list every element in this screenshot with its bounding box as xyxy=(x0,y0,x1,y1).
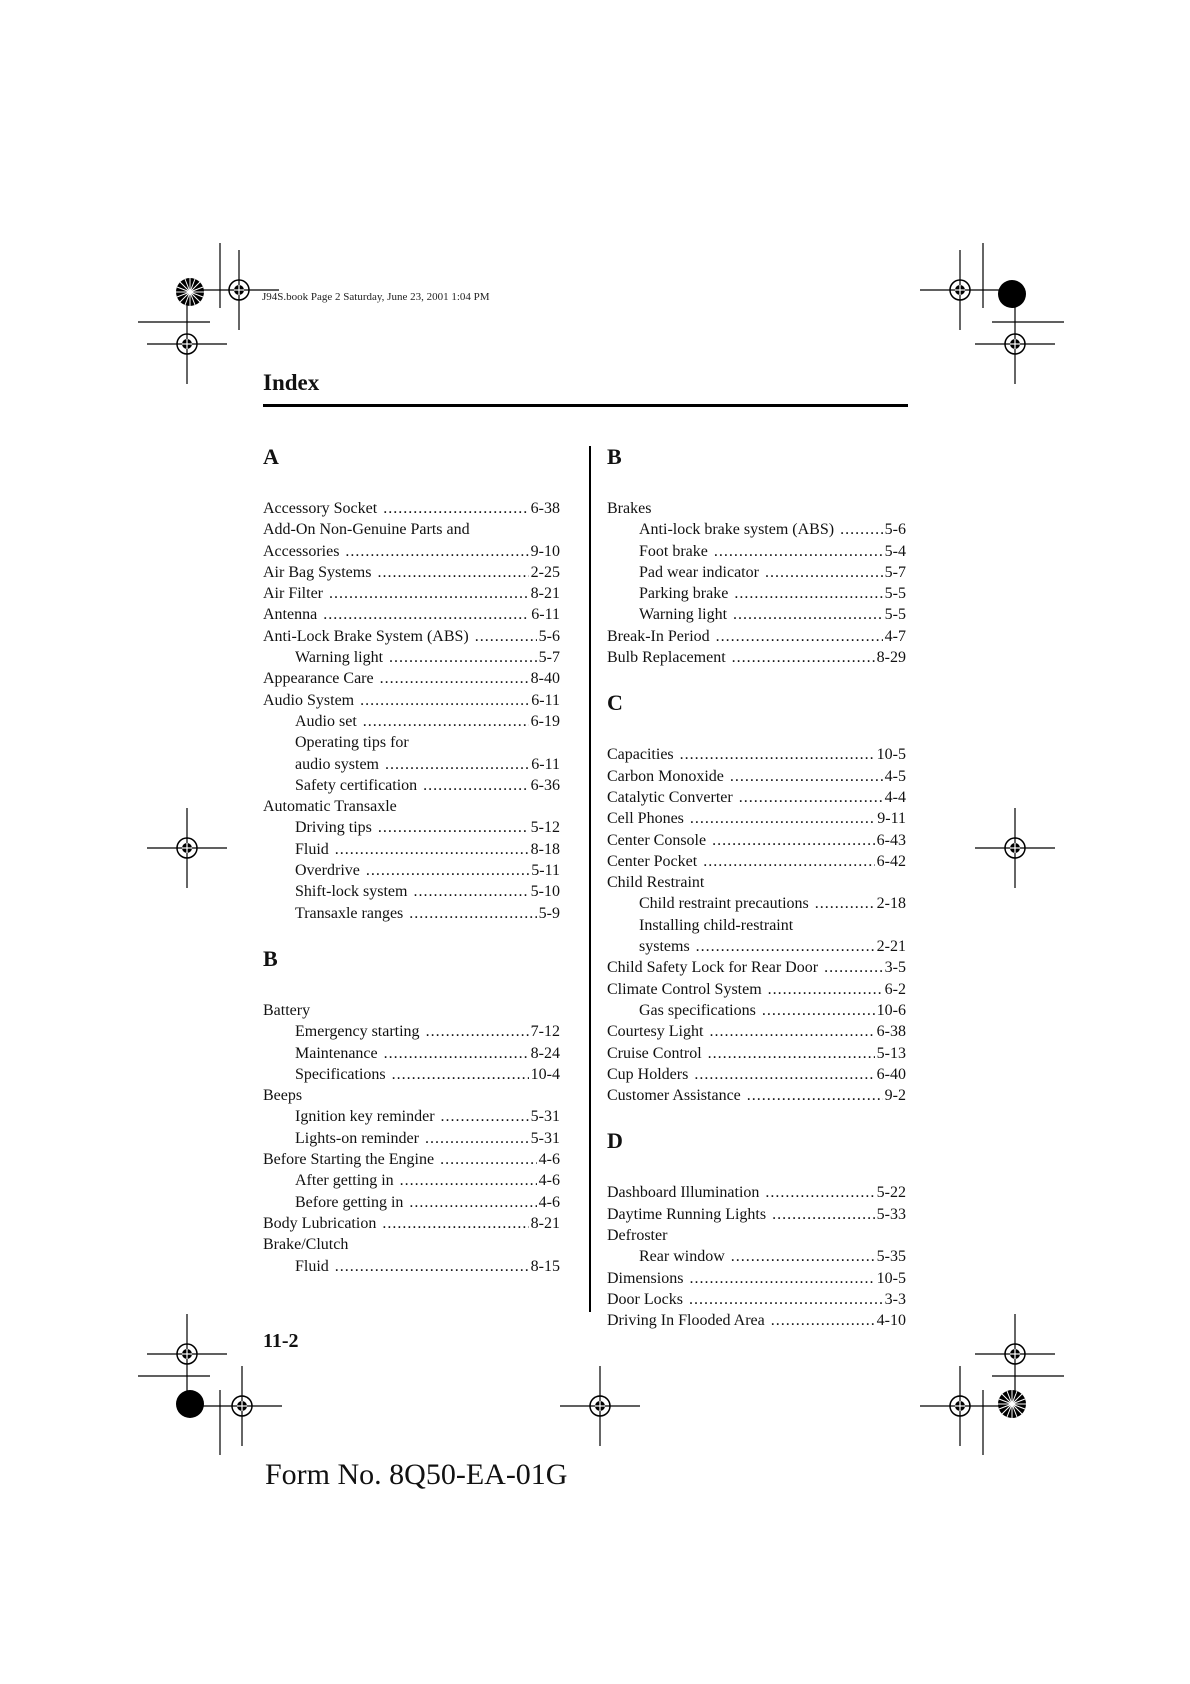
index-entry xyxy=(607,647,906,668)
dot-leader xyxy=(731,1246,875,1267)
index-entry xyxy=(263,796,560,817)
dot-leader xyxy=(690,808,875,829)
entry-label: audio system xyxy=(295,755,379,773)
index-entry xyxy=(607,830,906,851)
index-entry xyxy=(607,626,906,647)
entry-label: Center Console xyxy=(607,831,707,849)
entry-page: 6-36 xyxy=(530,776,560,794)
index-entry xyxy=(263,1213,560,1234)
entry-page: 4-5 xyxy=(884,767,906,785)
entry-label: Maintenance xyxy=(295,1044,378,1062)
dot-leader xyxy=(329,583,529,604)
index-entry xyxy=(263,1234,560,1255)
index-column-right xyxy=(607,440,906,1332)
index-subentry xyxy=(607,583,906,604)
dot-leader xyxy=(335,839,529,860)
dot-leader xyxy=(708,1043,875,1064)
dot-leader xyxy=(689,1289,883,1310)
index-entry xyxy=(263,1085,560,1106)
index-entry xyxy=(263,1149,560,1170)
entry-label: Climate Control System xyxy=(607,980,762,998)
form-number: Form No. 8Q50-EA-01G xyxy=(265,1458,568,1491)
dot-leader xyxy=(392,1064,529,1085)
index-subentry xyxy=(607,1000,906,1021)
index-entry xyxy=(607,1021,906,1042)
entry-page: 5-33 xyxy=(876,1205,906,1223)
index-subentry xyxy=(263,1128,560,1149)
entry-label: Foot brake xyxy=(639,542,708,560)
index-entry xyxy=(607,787,906,808)
index-entry xyxy=(607,498,906,519)
index-entry xyxy=(263,626,560,647)
index-subentry xyxy=(607,541,906,562)
index-subentry xyxy=(263,817,560,838)
sunburst-mark-icon xyxy=(998,1390,1026,1418)
entry-page: 2-21 xyxy=(876,938,906,956)
section-letter: B xyxy=(607,444,622,469)
entry-label: Cell Phones xyxy=(607,810,684,828)
entry-page: 10-6 xyxy=(876,1001,906,1019)
dot-leader xyxy=(703,851,874,872)
index-entry xyxy=(263,1000,560,1021)
dot-leader xyxy=(441,1106,529,1127)
entry-label: Cup Holders xyxy=(607,1065,689,1083)
index-subentry xyxy=(263,1106,560,1127)
entry-label: Transaxle ranges xyxy=(295,904,404,922)
entry-page: 5-6 xyxy=(538,627,560,645)
entry-label: Fluid xyxy=(295,1257,329,1275)
entry-page: 10-5 xyxy=(876,1269,906,1287)
index-entry xyxy=(263,562,560,583)
index-entry xyxy=(607,872,906,893)
index-subentry xyxy=(263,754,560,775)
entry-page: 4-6 xyxy=(538,1151,560,1169)
dot-leader xyxy=(413,881,528,902)
entry-label: Antenna xyxy=(263,606,318,624)
dot-leader xyxy=(732,647,875,668)
dot-leader xyxy=(739,787,883,808)
entry-page: 8-21 xyxy=(530,1214,560,1232)
entry-label: Shift-lock system xyxy=(295,883,408,901)
entry-label: Center Pocket xyxy=(607,852,698,870)
entry-label: Door Locks xyxy=(607,1290,683,1308)
entry-page: 5-5 xyxy=(884,606,906,624)
entry-page: 6-42 xyxy=(876,852,906,870)
index-entry xyxy=(607,1289,906,1310)
registration-mark-icon xyxy=(920,250,1000,330)
dot-leader xyxy=(475,626,537,647)
index-entry xyxy=(607,851,906,872)
entry-label: Child Safety Lock for Rear Door xyxy=(607,959,819,977)
entry-label: Cruise Control xyxy=(607,1044,702,1062)
entry-label: Break-In Period xyxy=(607,627,710,645)
section-letter: C xyxy=(607,690,623,716)
index-entry xyxy=(607,1064,906,1085)
entry-page: 2-18 xyxy=(876,895,906,913)
solid-dot-icon xyxy=(998,280,1026,308)
dot-leader xyxy=(709,1021,874,1042)
entry-label: Appearance Care xyxy=(263,670,374,688)
title-rule xyxy=(263,404,908,407)
dot-leader xyxy=(380,668,529,689)
entry-page: 6-38 xyxy=(530,500,560,517)
entry-page: 6-43 xyxy=(876,831,906,849)
registration-mark-icon xyxy=(560,1366,640,1446)
dot-leader xyxy=(765,1182,874,1203)
dot-leader xyxy=(762,1000,875,1021)
entry-label: Air Bag Systems xyxy=(263,563,372,581)
section-letter: B xyxy=(263,945,278,971)
index-entry xyxy=(263,583,560,604)
registration-mark-icon xyxy=(975,808,1055,888)
entry-label: Ignition key reminder xyxy=(295,1108,435,1126)
dot-leader xyxy=(712,830,875,851)
entry-label: Air Filter xyxy=(263,585,323,603)
entry-label: Anti-Lock Brake System (ABS) xyxy=(263,627,469,645)
index-entry xyxy=(607,1268,906,1289)
index-subentry xyxy=(607,562,906,583)
entry-page: 9-10 xyxy=(530,542,560,560)
entry-page: 8-18 xyxy=(530,840,560,858)
entry-label: Daytime Running Lights xyxy=(607,1205,767,1223)
entry-page: 4-4 xyxy=(884,788,906,806)
dot-leader xyxy=(378,817,529,838)
registration-mark-icon xyxy=(920,1366,1000,1446)
index-section xyxy=(607,440,906,668)
index-subentry xyxy=(607,915,906,936)
index-subentry xyxy=(263,775,560,796)
entry-page: 5-7 xyxy=(538,649,560,667)
index-entry xyxy=(263,604,560,625)
dot-leader xyxy=(366,860,529,881)
entry-label: Installing child-restraint xyxy=(639,916,794,934)
entry-label: Catalytic Converter xyxy=(607,788,733,806)
registration-mark-icon xyxy=(975,304,1055,384)
index-subentry xyxy=(607,604,906,625)
entry-label: Emergency starting xyxy=(295,1023,420,1041)
entry-page: 5-7 xyxy=(884,563,906,581)
entry-label: systems xyxy=(639,938,690,956)
entry-page: 2-25 xyxy=(530,563,560,581)
dot-leader xyxy=(426,1021,529,1042)
dot-leader xyxy=(383,498,528,519)
entry-page: 5-11 xyxy=(531,862,560,880)
entry-label: Audio set xyxy=(295,712,357,730)
index-entry xyxy=(607,1043,906,1064)
entry-label: Audio System xyxy=(263,691,355,709)
page-number: 11-2 xyxy=(263,1330,299,1352)
entry-label: Parking brake xyxy=(639,585,729,603)
index-subentry xyxy=(607,936,906,957)
page-title: Index xyxy=(263,370,320,395)
dot-leader xyxy=(423,775,529,796)
entry-page: 4-6 xyxy=(538,1172,560,1190)
entry-label: Overdrive xyxy=(295,862,360,880)
entry-label: Bulb Replacement xyxy=(607,649,726,667)
entry-page: 8-29 xyxy=(876,649,906,667)
entry-label: Operating tips for xyxy=(295,734,409,752)
entry-label: Child Restraint xyxy=(607,874,705,892)
index-subentry xyxy=(263,1192,560,1213)
entry-page: 3-5 xyxy=(884,959,906,977)
dot-leader xyxy=(714,541,883,562)
index-entry xyxy=(263,668,560,689)
dot-leader xyxy=(377,562,528,583)
index-subentry xyxy=(263,732,560,753)
section-letter: A xyxy=(263,444,279,469)
index-entry xyxy=(607,1085,906,1106)
entry-label: Accessories xyxy=(263,542,340,560)
entry-label: Brake/Clutch xyxy=(263,1236,349,1254)
dot-leader xyxy=(815,893,875,914)
dot-leader xyxy=(771,1310,875,1331)
entry-label: Automatic Transaxle xyxy=(263,798,397,816)
entry-label: Add-On Non-Genuine Parts and xyxy=(263,521,470,539)
dot-leader xyxy=(734,583,882,604)
entry-label: Carbon Monoxide xyxy=(607,767,724,785)
dot-leader xyxy=(425,1128,529,1149)
entry-page: 4-7 xyxy=(884,627,906,645)
dot-leader xyxy=(765,562,883,583)
dot-leader xyxy=(440,1149,537,1170)
dot-leader xyxy=(323,604,529,625)
index-subentry xyxy=(263,881,560,902)
entry-page: 5-6 xyxy=(884,521,906,539)
entry-page: 8-21 xyxy=(530,585,560,603)
index-subentry xyxy=(263,1170,560,1191)
entry-label: Fluid xyxy=(295,840,329,858)
index-subentry xyxy=(263,647,560,668)
dot-leader xyxy=(768,979,883,1000)
entry-page: 5-9 xyxy=(538,904,560,922)
entry-page: 3-3 xyxy=(884,1290,906,1308)
entry-label: Driving tips xyxy=(295,819,372,837)
index-entry xyxy=(263,519,560,540)
section-letter: D xyxy=(607,1128,623,1154)
entry-page: 5-31 xyxy=(530,1108,560,1126)
index-entry xyxy=(607,1225,906,1246)
index-entry xyxy=(607,1182,906,1203)
entry-page: 5-12 xyxy=(530,819,560,837)
index-entry xyxy=(607,957,906,978)
index-section xyxy=(263,942,560,1277)
index-entry xyxy=(263,690,560,711)
registration-mark-icon xyxy=(147,808,227,888)
index-entry xyxy=(607,744,906,765)
index-section xyxy=(607,1124,906,1331)
dot-leader xyxy=(730,766,883,787)
dot-leader xyxy=(409,903,536,924)
dot-leader xyxy=(824,957,883,978)
entry-page: 6-2 xyxy=(884,980,906,998)
entry-page: 9-2 xyxy=(884,1087,906,1105)
entry-page: 8-24 xyxy=(530,1044,560,1062)
index-subentry xyxy=(263,903,560,924)
dot-leader xyxy=(363,711,529,732)
index-subentry xyxy=(607,1246,906,1267)
index-subentry xyxy=(263,839,560,860)
index-subentry xyxy=(263,860,560,881)
index-entry xyxy=(263,498,560,519)
entry-label: Warning light xyxy=(639,606,728,624)
index-entry xyxy=(607,1310,906,1331)
entry-page: 5-10 xyxy=(530,883,560,901)
entry-page: 10-5 xyxy=(876,746,906,764)
entry-label: Customer Assistance xyxy=(607,1087,741,1105)
dot-leader xyxy=(680,744,875,765)
dot-leader xyxy=(335,1256,529,1277)
index-section xyxy=(607,686,906,1106)
index-subentry xyxy=(263,1021,560,1042)
entry-page: 5-22 xyxy=(876,1184,906,1202)
entry-label: After getting in xyxy=(295,1172,394,1190)
entry-label: Gas specifications xyxy=(639,1001,756,1019)
index-subentry xyxy=(607,893,906,914)
entry-page: 5-35 xyxy=(876,1248,906,1266)
column-divider xyxy=(589,446,591,1312)
index-entry xyxy=(607,979,906,1000)
entry-page: 8-40 xyxy=(530,670,560,688)
entry-label: Capacities xyxy=(607,746,674,764)
index-entry xyxy=(607,808,906,829)
dot-leader xyxy=(400,1170,537,1191)
entry-page: 4-6 xyxy=(538,1193,560,1211)
entry-page: 6-38 xyxy=(876,1023,906,1041)
index-subentry xyxy=(263,1064,560,1085)
index-subentry xyxy=(607,519,906,540)
dot-leader xyxy=(772,1204,875,1225)
dot-leader xyxy=(689,1268,874,1289)
dot-leader xyxy=(733,604,883,625)
registration-mark-icon xyxy=(147,1314,227,1394)
entry-label: Accessory Socket xyxy=(263,500,378,517)
entry-page: 5-5 xyxy=(884,585,906,603)
dot-leader xyxy=(716,626,883,647)
index-entry xyxy=(263,541,560,562)
entry-label: Pad wear indicator xyxy=(639,563,759,581)
entry-page: 6-40 xyxy=(876,1065,906,1083)
dot-leader xyxy=(696,936,875,957)
entry-page: 6-11 xyxy=(531,606,560,624)
entry-page: 6-19 xyxy=(530,712,560,730)
index-subentry xyxy=(263,711,560,732)
index-entry xyxy=(607,766,906,787)
entry-page: 7-12 xyxy=(530,1023,560,1041)
entry-label: Child restraint precautions xyxy=(639,895,809,913)
entry-page: 10-4 xyxy=(530,1065,560,1083)
entry-page: 5-4 xyxy=(884,542,906,560)
dot-leader xyxy=(747,1085,883,1106)
registration-mark-icon xyxy=(975,1314,1055,1394)
entry-label: Before getting in xyxy=(295,1193,404,1211)
entry-page: 6-11 xyxy=(531,755,560,773)
dot-leader xyxy=(409,1192,536,1213)
entry-label: Before Starting the Engine xyxy=(263,1151,435,1169)
entry-page: 4-10 xyxy=(876,1312,906,1330)
entry-page: 9-11 xyxy=(877,810,906,828)
entry-page: 6-11 xyxy=(531,691,560,709)
entry-page: 5-13 xyxy=(876,1044,906,1062)
entry-label: Beeps xyxy=(263,1087,303,1105)
dot-leader xyxy=(389,647,537,668)
index-entry xyxy=(607,1204,906,1225)
entry-label: Warning light xyxy=(295,649,384,667)
entry-page: 8-15 xyxy=(530,1257,560,1275)
index-column-left xyxy=(263,440,560,1277)
entry-page: 5-31 xyxy=(530,1129,560,1147)
dot-leader xyxy=(840,519,883,540)
entry-label: Defroster xyxy=(607,1227,668,1245)
entry-label: Lights-on reminder xyxy=(295,1129,419,1147)
entry-label: Battery xyxy=(263,1001,311,1019)
entry-label: Brakes xyxy=(607,500,652,517)
index-section xyxy=(263,440,560,924)
dot-leader xyxy=(694,1064,874,1085)
entry-label: Safety certification xyxy=(295,776,418,794)
registration-mark-icon xyxy=(202,1366,282,1446)
entry-label: Specifications xyxy=(295,1065,386,1083)
dot-leader xyxy=(385,754,529,775)
registration-mark-icon xyxy=(199,250,279,330)
entry-label: Anti-lock brake system (ABS) xyxy=(639,521,835,539)
entry-label: Rear window xyxy=(639,1248,725,1266)
solid-dot-icon xyxy=(176,1390,204,1418)
entry-label: Dimensions xyxy=(607,1269,684,1287)
entry-label: Courtesy Light xyxy=(607,1023,704,1041)
entry-label: Dashboard Illumination xyxy=(607,1184,760,1202)
index-subentry xyxy=(263,1256,560,1277)
dot-leader xyxy=(360,690,529,711)
print-header: J94S.book Page 2 Saturday, June 23, 2001 1:04 PM xyxy=(262,291,490,303)
dot-leader xyxy=(345,541,528,562)
sunburst-mark-icon xyxy=(176,278,204,306)
registration-mark-icon xyxy=(147,304,227,384)
entry-label: Driving In Flooded Area xyxy=(607,1312,765,1330)
index-subentry xyxy=(263,1043,560,1064)
entry-label: Body Lubrication xyxy=(263,1214,377,1232)
dot-leader xyxy=(382,1213,528,1234)
dot-leader xyxy=(384,1043,529,1064)
